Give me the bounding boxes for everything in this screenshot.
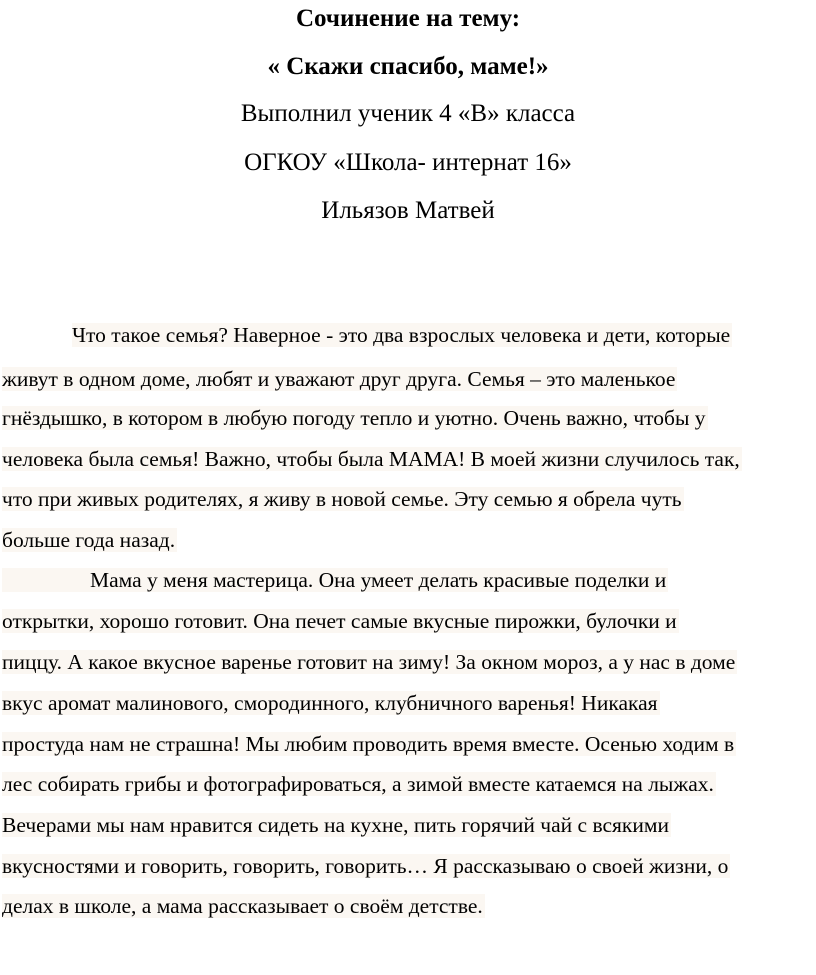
school-line: ОГКОУ «Школа- интернат 16» <box>244 149 572 176</box>
paragraph-1-line: гнёздышко, в котором в любую погоду тепло и уютно. Очень важно, чтобы у <box>2 406 706 430</box>
essay-title-line-2: « Скажи спасибо, маме!» <box>267 53 549 80</box>
paragraph-1-line: что при живых родителях, я живу в новой семье. Эту семью я обрела чуть <box>2 487 682 511</box>
paragraph-1-line: живут в одном доме, любят и уважают друг друга. Семья – это маленькое <box>2 367 676 391</box>
author-class-line: Выполнил ученик 4 «В» класса <box>240 100 576 127</box>
author-name: Ильязов Матвей <box>321 197 495 224</box>
paragraph-2-line: вкус аромат малинового, смородинного, клубничного варенья! Никакая <box>2 691 658 715</box>
essay-title-line-1: Сочинение на тему: <box>295 5 521 32</box>
paragraph-2-line: простуда нам не страшна! Мы любим проводить время вместе. Осенью ходим в <box>2 732 735 756</box>
paragraph-2-line: вкусностями и говорить, говорить, говорить… Я рассказываю о своей жизни, о <box>2 854 729 878</box>
paragraph-2-line: лес собирать грибы и фотографироваться, а зимой вместе катаемся на лыжах. <box>2 772 714 796</box>
paragraph-1-line: больше года назад. <box>2 528 176 552</box>
paragraph-2-line: открытки, хорошо готовит. Она печет самые вкусные пирожки, булочки и <box>2 609 677 633</box>
paragraph-1-line: человека была семья! Важно, чтобы была МАМА! В моей жизни случилось так, <box>2 447 740 471</box>
paragraph-2-line: Мама у меня мастерица. Она умеет делать красивые поделки и <box>2 563 668 597</box>
paragraph-2-line: Вечерами мы нам нравится сидеть на кухне, пить горячий чай с всякими <box>2 813 669 837</box>
paragraph-1-line: Что такое семья? Наверное - это два взрослых человека и дети, которые <box>72 323 731 347</box>
paragraph-2-line: делах в школе, а мама рассказывает о своём детстве. <box>2 894 483 918</box>
paragraph-2-line: пиццу. А какое вкусное варенье готовит на зиму! За окном мороз, а у нас в доме <box>2 650 736 674</box>
